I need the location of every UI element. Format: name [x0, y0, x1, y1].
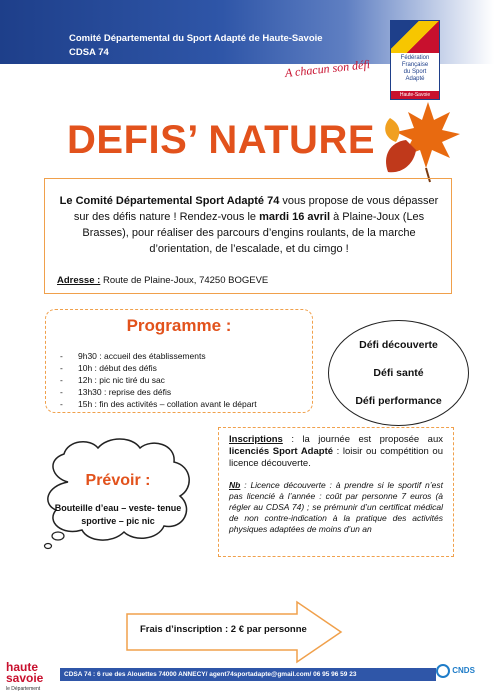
- programme-item: - 9h30 : accueil des établissements: [60, 350, 257, 362]
- prevoir-title: Prévoir :: [85, 472, 151, 489]
- defi-item: Défi performance: [355, 395, 442, 407]
- ffsa-line: Française: [401, 62, 429, 68]
- ffsa-line: Fédération: [400, 55, 430, 61]
- org-acronym: CDSA 74: [69, 47, 109, 58]
- programme-item: - 12h : pic nic tiré du sac: [60, 374, 257, 386]
- footer-contact: CDSA 74 : 6 rue des Alouettes 74000 ANNECY/ agent74sportadapte@gmail.com/ 06 95 96 59 23: [60, 668, 436, 681]
- inscriptions-bold: licenciés Sport Adapté: [229, 446, 334, 457]
- frais-arrow: [125, 600, 345, 664]
- cnds-label: CNDS: [452, 666, 475, 676]
- slogan: A chacun son défi: [284, 57, 371, 80]
- address-label: Adresse :: [57, 275, 101, 286]
- inscriptions-box: [218, 427, 454, 557]
- nb-label: Nb: [229, 480, 241, 490]
- autumn-leaves-icon: [376, 98, 462, 184]
- ffsa-logo: [390, 20, 440, 100]
- intro-text2: à Plaine-Joux (Les Brasses), pour réaliser des parcours d’engins roulants, de la marche d’orientation, de l’escalade, et du cimgo !: [82, 211, 425, 255]
- programme-item: - 13h30 : reprise des défis: [60, 386, 257, 398]
- address-value: Route de Plaine-Joux, 74250 BOGEVE: [100, 275, 269, 286]
- logo-line1: haute: [6, 660, 39, 674]
- programme-item: - 15h : fin des activités – collation avant le départ: [60, 398, 257, 410]
- logo-sub: le Département: [6, 686, 41, 692]
- defi-item: Défi découverte: [359, 339, 438, 351]
- intro-text1: vous propose de vous dépasser sur des défis nature ! Rendez-vous le: [73, 195, 439, 223]
- intro-date: mardi 16 avril: [259, 211, 331, 223]
- ffsa-line: Adapté: [405, 76, 425, 82]
- address: [57, 275, 268, 286]
- programme-box: [45, 309, 313, 413]
- intro-lead: Le Comité Départemental Sport Adapté 74: [59, 195, 280, 207]
- prevoir-text: Bouteille d’eau – veste- tenue sportive – pic nic: [54, 503, 182, 526]
- haute-savoie-logo: [6, 662, 43, 695]
- ffsa-line: du Sport: [403, 69, 427, 75]
- cnds-logo: [436, 664, 488, 686]
- inscriptions-label: Inscriptions: [229, 434, 283, 445]
- org-name: Comité Départemental du Sport Adapté de Haute-Savoie: [69, 33, 323, 44]
- frais-text: Frais d’inscription : 2 € par personne: [140, 624, 307, 635]
- ffsa-emblem-icon: [391, 21, 439, 53]
- programme-item: - 10h : début des défis: [60, 362, 257, 374]
- cloud-shape-icon: [38, 432, 198, 552]
- intro-box: [44, 178, 452, 294]
- logo-line2: savoie: [6, 671, 44, 685]
- ffsa-band: Haute-Savoie: [391, 91, 439, 99]
- defi-item: Défi santé: [373, 367, 424, 379]
- nb-text: [229, 480, 443, 535]
- programme-title: Programme :: [126, 316, 232, 335]
- inscriptions-text: [229, 434, 443, 470]
- cnds-emblem-icon: [436, 664, 450, 678]
- programme-list: [60, 350, 257, 410]
- nb-body: : Licence découverte : à prendre si le sportif n’est pas licencié à l’année : coût par personne 7 euros (à régler au CDSA 74) ; se prémunir d’un certificat médical de non contre-indication à la pratique des activités physiques adaptées de moins d’un an: [229, 480, 443, 534]
- prevoir-cloud: [38, 432, 198, 552]
- intro-text: [57, 193, 441, 257]
- defis-ellipse: [328, 320, 469, 426]
- inscriptions-text2: : loisir ou compétition ou licence découverte.: [229, 446, 443, 469]
- page-title: DEFIS’ NATURE: [67, 118, 376, 162]
- inscriptions-text1: : la journée est proposée aux: [282, 434, 443, 445]
